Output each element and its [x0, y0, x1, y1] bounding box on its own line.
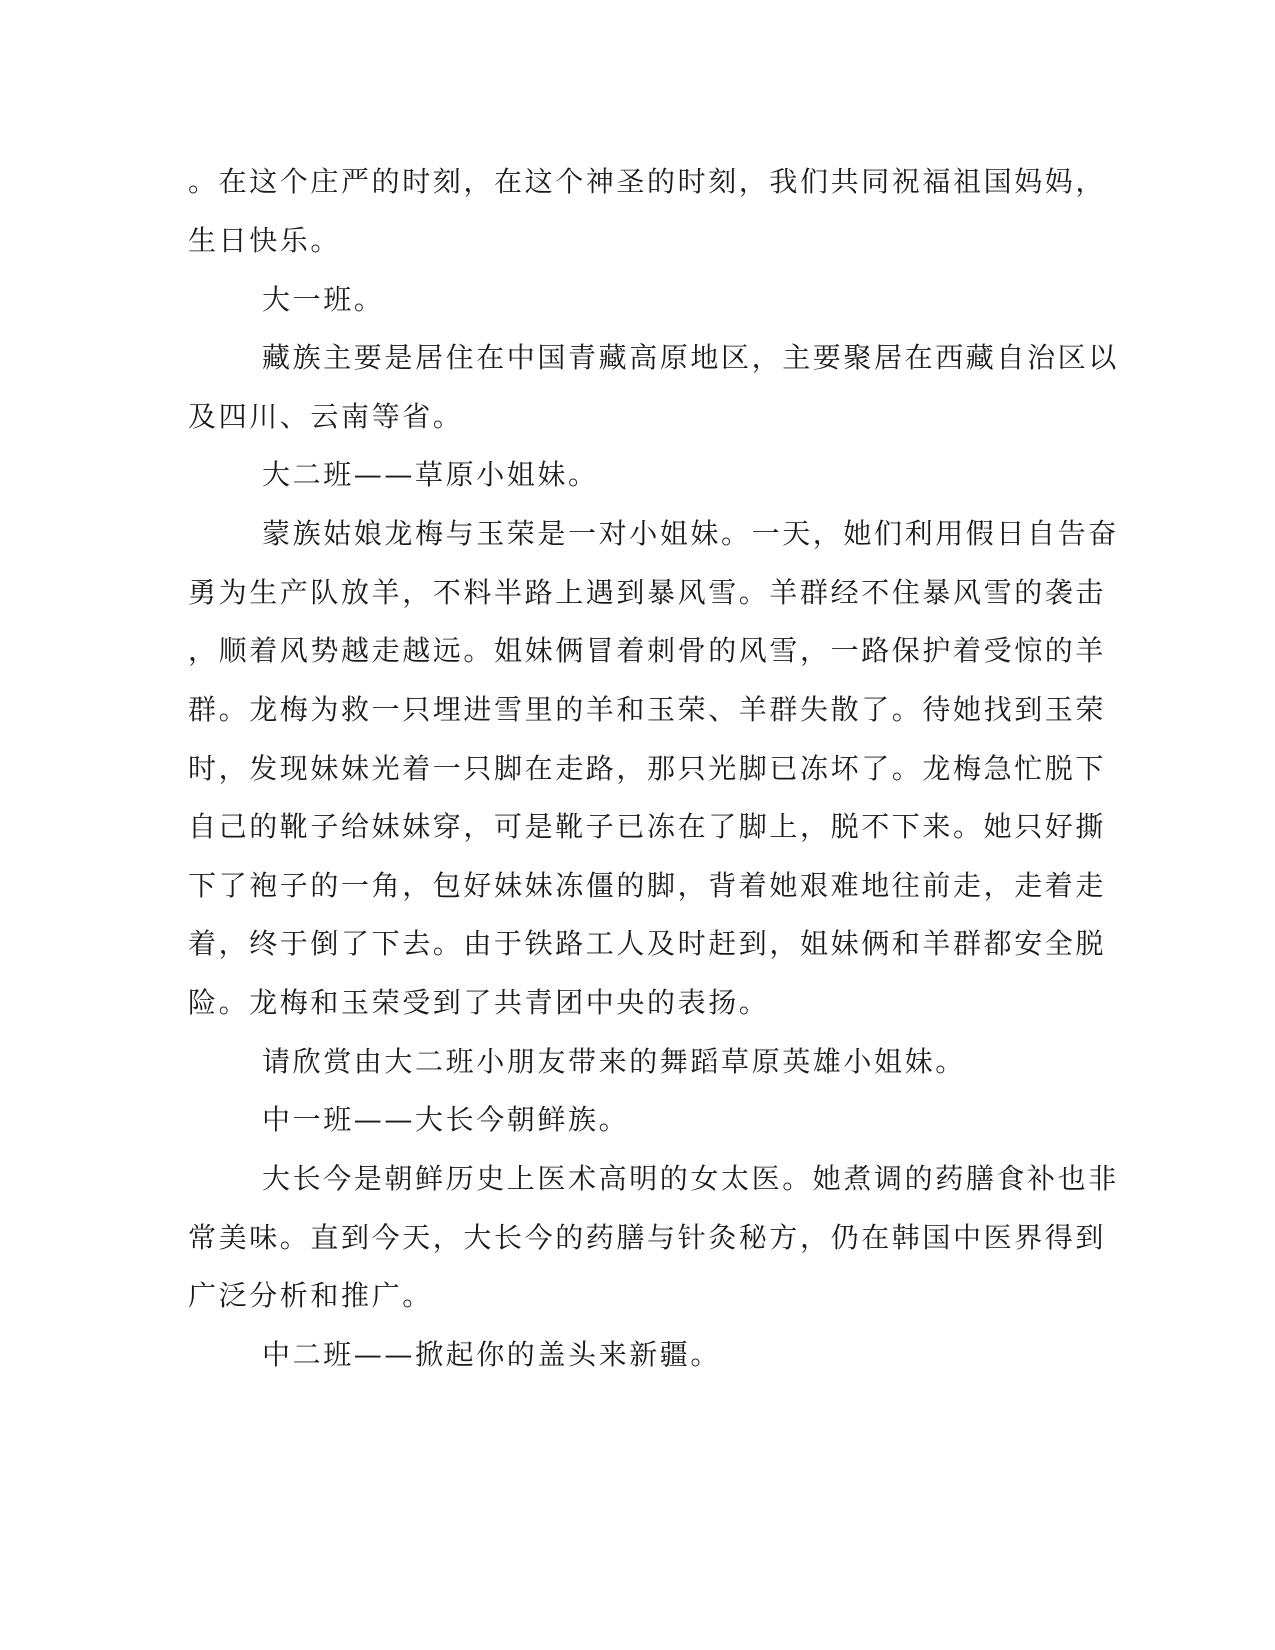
text-line: 大长今是朝鲜历史上医术高明的女太医。她煮调的药膳食补也非	[262, 1162, 1119, 1195]
text-line: 生日快乐。	[188, 224, 342, 257]
text-line: 自己的靴子给妹妹穿，可是靴子已冻在了脚上，脱不下来。她只好撕	[188, 810, 1107, 843]
text-line: 请欣赏由大二班小朋友带来的舞蹈草原英雄小姐妹。	[262, 1045, 966, 1078]
text-line: 下了袍子的一角，包好妹妹冻僵的脚，背着她艰难地往前走，走着走	[188, 869, 1107, 902]
class-heading: 中一班——大长今朝鲜族。	[262, 1103, 630, 1136]
text-line: 群。龙梅为救一只埋进雪里的羊和玉荣、羊群失散了。待她找到玉荣	[188, 693, 1107, 726]
text-line: 及四川、云南等省。	[188, 400, 464, 433]
text-line: 蒙族姑娘龙梅与玉荣是一对小姐妹。一天，她们利用假日自告奋	[262, 517, 1119, 550]
class-heading: 中二班——掀起你的盖头来新疆。	[262, 1338, 722, 1371]
text-line: 常美味。直到今天，大长今的药膳与针灸秘方，仍在韩国中医界得到	[188, 1221, 1107, 1254]
text-line: 险。龙梅和玉荣受到了共青团中央的表扬。	[188, 986, 770, 1019]
class-heading: 大二班——草原小姐妹。	[262, 458, 599, 491]
text-line: ，顺着风势越走越远。姐妹俩冒着刺骨的风雪，一路保护着受惊的羊	[188, 634, 1107, 667]
text-line: 勇为生产队放羊，不料半路上遇到暴风雪。羊群经不住暴风雪的袭击	[188, 576, 1107, 609]
text-line: 时，发现妹妹光着一只脚在走路，那只光脚已冻坏了。龙梅急忙脱下	[188, 752, 1107, 785]
text-line: 广泛分析和推广。	[188, 1279, 433, 1312]
text-line: 着，终于倒了下去。由于铁路工人及时赶到，姐妹俩和羊群都安全脱	[188, 927, 1107, 960]
text-line: 。在这个庄严的时刻，在这个神圣的时刻，我们共同祝福祖国妈妈，	[188, 165, 1107, 198]
class-heading: 大一班。	[262, 283, 385, 316]
text-line: 藏族主要是居住在中国青藏高原地区，主要聚居在西藏自治区以	[262, 341, 1119, 374]
